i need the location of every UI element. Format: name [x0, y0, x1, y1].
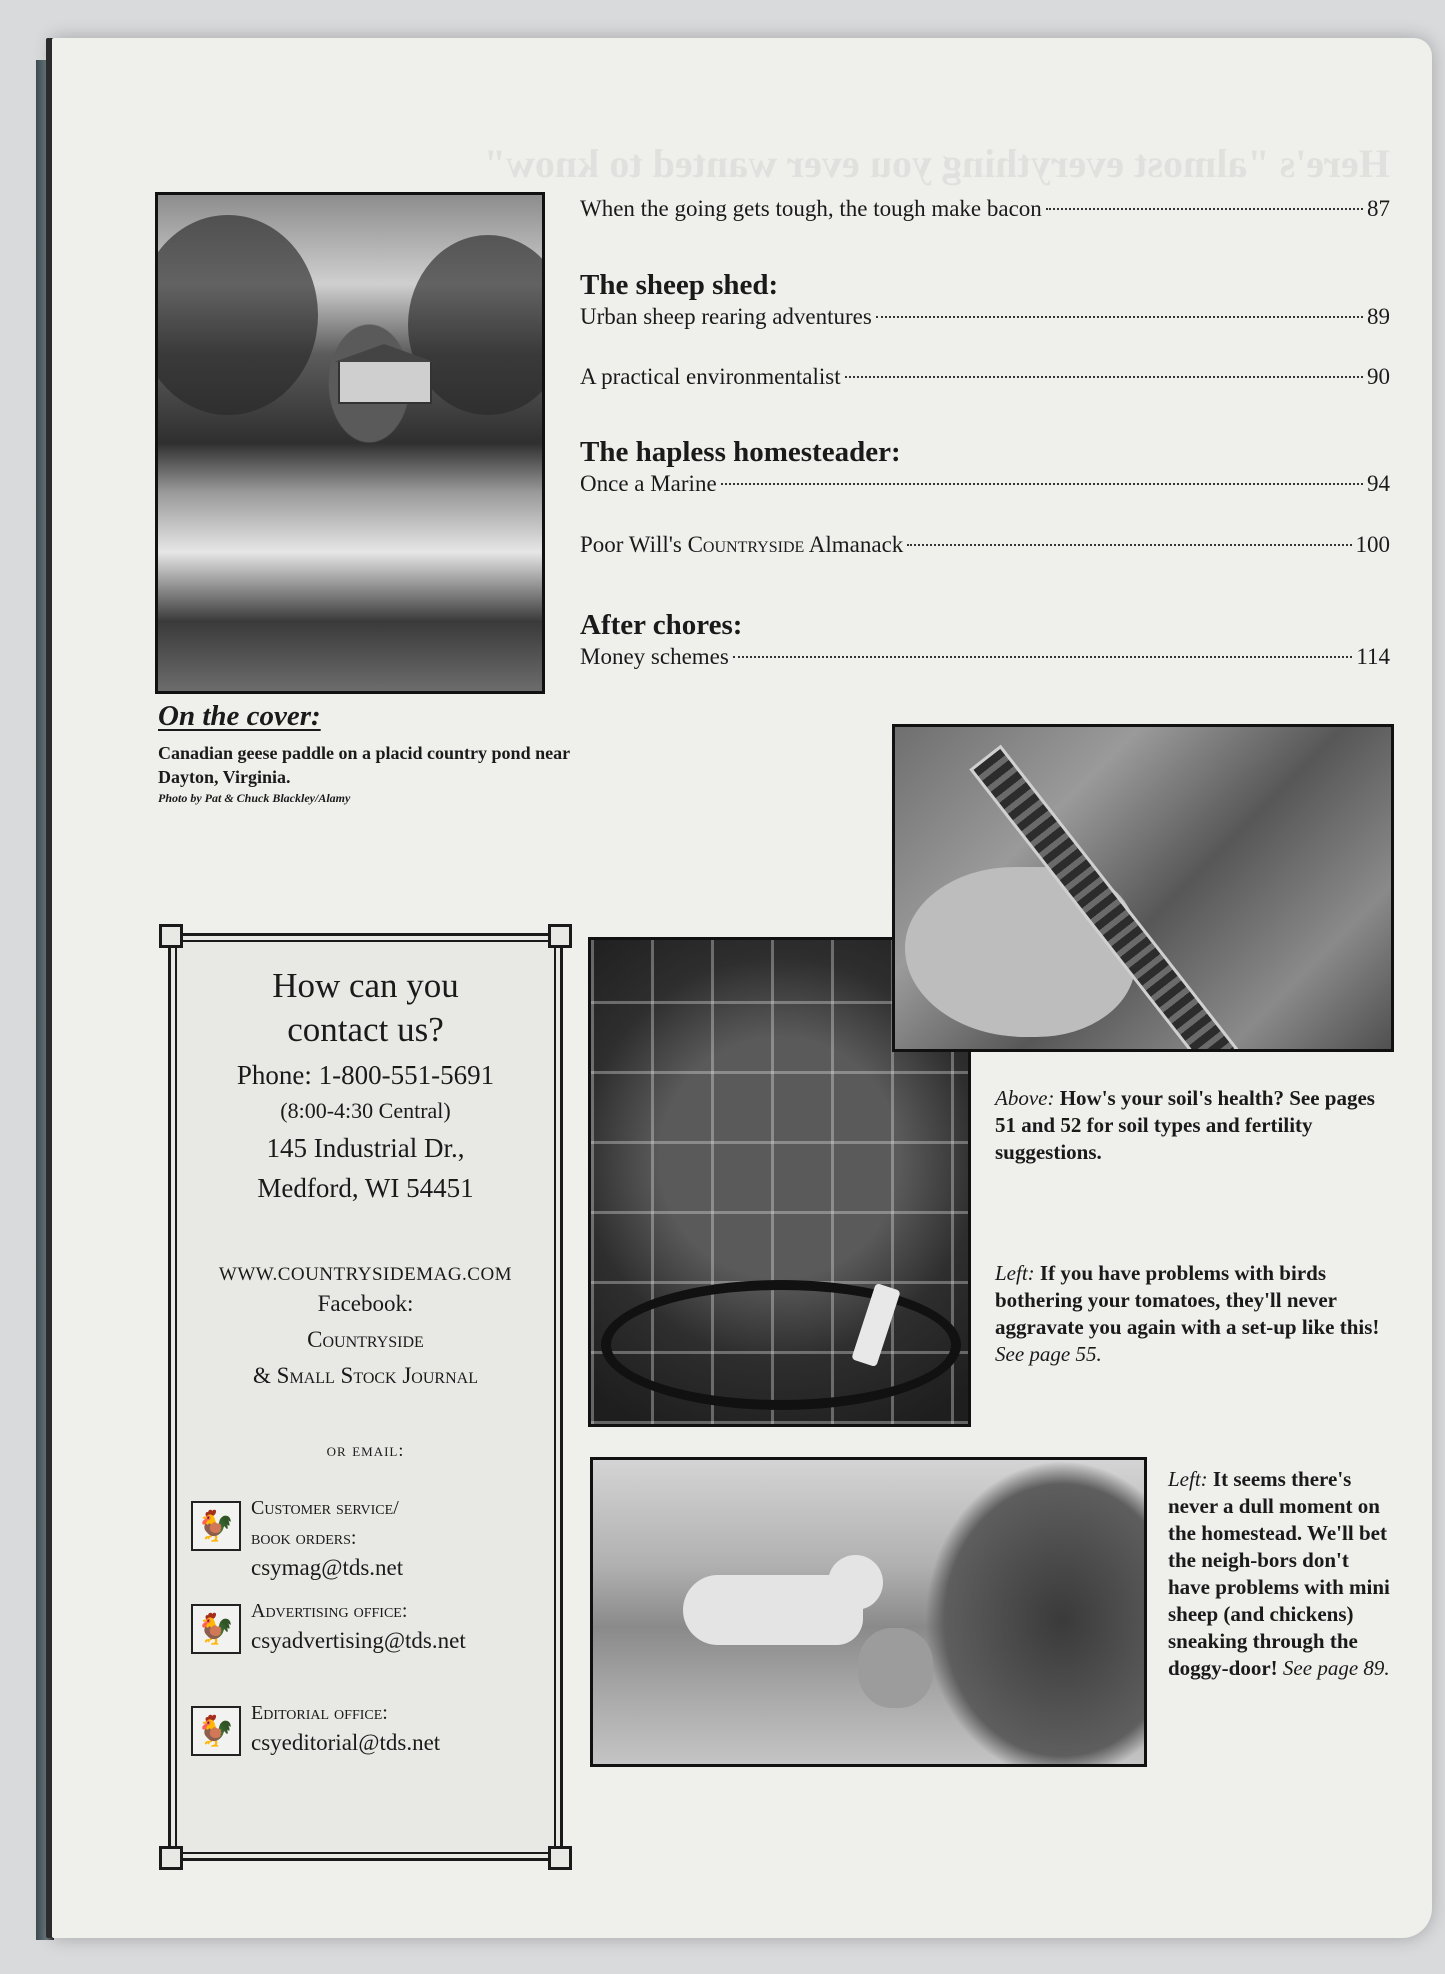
toc-page: 87 — [1367, 196, 1390, 221]
website-link[interactable]: WWW.COUNTRYSIDEMAG.COM — [218, 1264, 513, 1285]
toc-title-part: Countryside — [687, 532, 805, 557]
caption-lead: Above: — [995, 1086, 1055, 1110]
tire-shape — [601, 1280, 961, 1410]
caption-text: If you have problems with birds bothering your tomatoes, they'll never aggravate you again with a set-up like this! — [995, 1261, 1380, 1339]
contact-heading-line: contact us? — [287, 1010, 444, 1049]
leader-dots — [907, 544, 1351, 546]
soil-probe-photo — [892, 724, 1394, 1052]
rooster-icon: 🐓 — [191, 1604, 241, 1654]
leader-dots — [721, 483, 1363, 485]
caption-text: It seems there's never a dull moment on the homestead. We'll bet the neigh-bors don't have problems with mini sheep (and chickens) sneaking through the doggy-door! — [1168, 1467, 1390, 1680]
toc-page: 100 — [1355, 532, 1390, 557]
toc-title: When the going gets tough, the tough make bacon — [580, 196, 1042, 221]
email-link[interactable]: csyadvertising@tds.net — [251, 1628, 466, 1653]
frame-corner — [159, 1846, 183, 1870]
contact-row-customer-service — [191, 1493, 541, 1583]
cover-photo — [155, 192, 545, 694]
toc-section-heading: After chores: — [580, 609, 743, 641]
caption-lead: Left: — [1168, 1467, 1208, 1491]
facebook-label: Facebook: — [317, 1291, 414, 1316]
contact-row-advertising — [191, 1596, 541, 1656]
email-link[interactable]: csymag@tds.net — [251, 1555, 404, 1580]
bush-shape — [924, 1460, 1147, 1767]
toc-page: 114 — [1356, 644, 1390, 669]
toc-title — [580, 530, 903, 560]
contact-label: Editorial office: — [251, 1702, 388, 1724]
phone-number[interactable]: Phone: 1-800-551-5691 — [236, 1060, 495, 1090]
address-line: Medford, WI 54451 — [257, 1173, 474, 1203]
caption-text: How's your soil's health? See pages 51 and 52 for soil types and fertility suggestions. — [995, 1086, 1375, 1164]
contact-row-editorial — [191, 1698, 541, 1758]
contact-label: Advertising office: — [251, 1600, 408, 1622]
toc-title: Once a Marine — [580, 471, 717, 496]
address-line: 145 Industrial Dr., — [266, 1133, 465, 1163]
toc-section-heading: The hapless homesteader: — [580, 436, 901, 468]
leader-dots — [733, 656, 1353, 658]
dog-and-sheep-photo — [590, 1457, 1147, 1767]
lamb-shape — [858, 1628, 933, 1708]
tree-shape — [155, 215, 318, 415]
tomato-caption — [995, 1260, 1385, 1368]
toc-title-part: Almanack — [804, 532, 904, 557]
toc-title: Urban sheep rearing adventures — [580, 304, 872, 329]
contact-label: book orders: — [251, 1527, 357, 1549]
email-link[interactable]: csyeditorial@tds.net — [251, 1730, 441, 1755]
contact-label: Customer service/ — [251, 1497, 399, 1519]
toc-entry-after-chores[interactable] — [580, 608, 1390, 672]
frame-corner — [548, 924, 572, 948]
email-heading: or email: — [326, 1440, 405, 1460]
toc-page: 89 — [1367, 304, 1390, 329]
contact-box — [168, 933, 563, 1861]
caption-lead: Left: — [995, 1261, 1035, 1285]
toc-title: Money schemes — [580, 644, 729, 669]
contact-heading-line: How can you — [272, 966, 459, 1005]
dog-head-shape — [828, 1555, 883, 1610]
toc-section-heading: The sheep shed: — [580, 269, 779, 301]
dog-caption — [1168, 1466, 1390, 1682]
toc-entry-bacon[interactable] — [580, 194, 1390, 224]
cover-caption-title: On the cover: — [158, 700, 321, 732]
toc-title: A practical environmentalist — [580, 364, 841, 389]
toc-entry-hapless-homesteader[interactable] — [580, 435, 1390, 499]
office-hours: (8:00-4:30 Central) — [280, 1098, 451, 1123]
rooster-icon: 🐓 — [191, 1706, 241, 1756]
caption-page-ref: See page 89. — [1282, 1656, 1390, 1680]
toc-entry-sheep-shed[interactable] — [580, 268, 1390, 332]
toc-page: 90 — [1367, 364, 1390, 389]
frame-corner — [159, 924, 183, 948]
leader-dots — [876, 316, 1363, 318]
house-shape — [338, 360, 432, 404]
photo-credit: Photo by Pat & Chuck Blackley/Alamy — [158, 791, 351, 805]
bleed-through-text: Here's "almost everything you ever wanted to know" — [483, 141, 1390, 186]
cover-caption-description: Canadian geese paddle on a placid country pond near Dayton, Virginia. — [158, 743, 570, 787]
toc-entry-almanack[interactable] — [580, 530, 1390, 560]
frame-corner — [548, 1846, 572, 1870]
caption-page-ref: See page 55. — [995, 1342, 1102, 1366]
toc-title-part: Poor Will's — [580, 532, 688, 557]
toc-entry-environmentalist[interactable] — [580, 362, 1390, 392]
rooster-icon: 🐓 — [191, 1501, 241, 1551]
contact-heading — [171, 964, 560, 1052]
leader-dots — [845, 376, 1363, 378]
soil-caption — [995, 1085, 1380, 1166]
leader-dots — [1046, 208, 1363, 210]
facebook-page-name[interactable]: & Small Stock Journal — [253, 1363, 478, 1388]
cover-caption — [158, 700, 578, 806]
toc-page: 94 — [1367, 471, 1390, 496]
facebook-page-name[interactable]: Countryside — [307, 1327, 424, 1352]
